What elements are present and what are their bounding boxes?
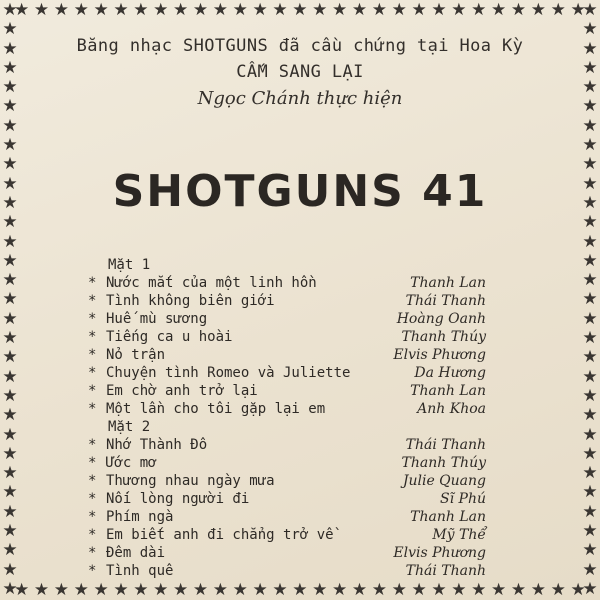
star-icon: ★ [2,559,18,580]
star-icon: ★ [582,250,598,271]
star-border-bottom [0,580,600,600]
track-artist: Sĩ Phú [440,491,486,507]
star-icon: ★ [582,463,598,484]
header-block [30,36,570,109]
star-icon: ★ [582,521,598,542]
star-icon: ★ [582,578,598,599]
producer-credit: Ngọc Chánh thực hiện [197,88,403,109]
star-border-left [0,0,20,600]
track-title: Nỏ trận [106,347,166,363]
star-icon: ★ [2,115,18,136]
star-icon: ★ [153,579,169,600]
star-icon: ★ [2,19,18,40]
star-icon: ★ [491,579,507,600]
track-marker: * [88,473,97,489]
star-icon: ★ [371,0,387,20]
track-artist: Thanh Thúy [401,455,486,471]
star-icon: ★ [451,0,467,20]
star-icon: ★ [2,173,18,194]
star-icon: ★ [582,231,598,252]
track-artist: Da Hương [414,365,486,381]
track-artist: Thanh Lan [410,275,486,291]
track-marker: * [88,545,97,561]
star-icon: ★ [2,540,18,561]
track-title: Em biết anh đi chẳng trở về [106,527,334,543]
track-row [88,400,508,418]
star-icon: ★ [173,0,189,20]
star-border-top [0,0,600,20]
star-icon: ★ [582,540,598,561]
track-title: Chuyện tình Romeo và Juliette [106,365,351,381]
star-icon: ★ [133,579,149,600]
star-icon: ★ [73,0,89,20]
track-artist: Thái Thanh [405,437,486,453]
star-icon: ★ [53,579,69,600]
star-icon: ★ [582,405,598,426]
star-icon: ★ [2,328,18,349]
star-icon: ★ [272,579,288,600]
star-icon: ★ [2,270,18,291]
no-copying-notice: CẤM SANG LẠI [236,62,364,82]
star-icon: ★ [73,579,89,600]
star-icon: ★ [491,0,507,20]
star-icon: ★ [582,96,598,117]
track-marker: * [88,365,97,381]
star-icon: ★ [33,579,50,600]
star-icon: ★ [332,0,348,20]
star-icon: ★ [582,212,598,233]
star-icon: ★ [582,289,598,310]
star-icon: ★ [2,231,18,252]
star-icon: ★ [550,0,566,20]
star-icon: ★ [582,192,598,213]
star-icon: ★ [582,115,598,136]
star-icon: ★ [550,579,566,600]
star-icon: ★ [431,0,447,20]
track-artist: Thái Thanh [405,563,486,579]
track-marker: * [88,455,97,471]
star-icon: ★ [192,0,209,20]
star-icon: ★ [351,579,368,600]
star-icon: ★ [2,77,18,98]
star-icon: ★ [232,579,248,600]
star-icon: ★ [292,0,308,20]
star-icon: ★ [510,0,527,20]
star-icon: ★ [582,0,598,20]
star-icon: ★ [451,579,467,600]
track-row [88,436,508,454]
track-marker: * [88,311,97,327]
tracklist [88,256,508,580]
track-row [88,454,508,472]
star-icon: ★ [212,579,228,600]
star-icon: ★ [570,579,586,600]
star-icon: ★ [582,135,598,156]
track-marker: * [88,563,97,579]
track-marker: * [88,275,97,291]
star-icon: ★ [2,154,18,175]
star-icon: ★ [93,0,109,20]
side-label: Mặt 2 [108,419,151,435]
star-icon: ★ [582,366,598,387]
track-row [88,526,508,544]
star-icon: ★ [332,579,348,600]
star-icon: ★ [2,482,18,503]
track-title: Phím ngà [106,509,174,525]
side-label: Mặt 1 [108,257,151,273]
star-icon: ★ [2,0,18,20]
star-icon: ★ [2,308,18,329]
track-artist: Thanh Lan [410,509,486,525]
star-icon: ★ [212,0,228,20]
star-icon: ★ [582,559,598,580]
star-icon: ★ [582,270,598,291]
star-icon: ★ [53,0,69,20]
star-icon: ★ [391,579,407,600]
star-icon: ★ [582,38,598,59]
track-marker: * [88,437,97,453]
track-title: Tiếng ca u hoài [106,329,233,345]
track-title: Em chờ anh trở lại [106,383,258,399]
star-icon: ★ [312,579,328,600]
track-title: Huế mù sương [106,311,208,327]
star-icon: ★ [351,0,368,20]
star-icon: ★ [252,0,268,20]
track-title: Nối lòng người đi [106,491,250,507]
star-icon: ★ [232,0,248,20]
star-icon: ★ [2,135,18,156]
star-icon: ★ [2,347,18,368]
track-artist: Anh Khoa [417,401,486,417]
track-marker: * [88,347,97,363]
track-title: Tình không biên giới [106,293,275,309]
track-artist: Hoàng Oanh [396,311,486,327]
star-icon: ★ [582,308,598,329]
track-title: Đêm dài [106,545,166,561]
star-icon: ★ [510,579,527,600]
track-row [88,310,508,328]
star-icon: ★ [411,579,427,600]
track-artist: Thái Thanh [405,293,486,309]
star-icon: ★ [2,501,18,522]
star-icon: ★ [471,579,487,600]
star-icon: ★ [582,19,598,40]
track-title: Một lần cho tôi gặp lại em [106,401,326,417]
star-icon: ★ [431,579,447,600]
star-icon: ★ [2,57,18,78]
star-icon: ★ [312,0,328,20]
star-icon: ★ [14,0,30,20]
track-artist: Thanh Thúy [401,329,486,345]
track-row [88,292,508,310]
star-icon: ★ [582,154,598,175]
star-icon: ★ [192,579,209,600]
track-title: Ước mơ [106,455,157,471]
star-icon: ★ [582,328,598,349]
star-icon: ★ [582,443,598,464]
star-icon: ★ [2,192,18,213]
track-row [88,490,508,508]
star-icon: ★ [113,579,129,600]
star-icon: ★ [33,0,50,20]
star-icon: ★ [93,579,109,600]
star-icon: ★ [113,0,129,20]
track-row [88,328,508,346]
star-icon: ★ [2,521,18,542]
star-icon: ★ [272,0,288,20]
star-icon: ★ [570,0,586,20]
track-row [88,364,508,382]
star-icon: ★ [2,463,18,484]
track-marker: * [88,491,97,507]
track-title: Nước mắt của một linh hồn [106,275,317,291]
star-icon: ★ [2,212,18,233]
track-marker: * [88,527,97,543]
star-icon: ★ [2,385,18,406]
copyright-notice: Băng nhạc SHOTGUNS đã cầu chứng tại Hoa Kỳ [76,36,524,56]
track-row [88,274,508,292]
star-icon: ★ [582,424,598,445]
track-marker: * [88,293,97,309]
star-icon: ★ [133,0,149,20]
star-icon: ★ [582,173,598,194]
track-artist: Julie Quang [402,473,486,489]
track-title: Thương nhau ngày mưa [106,473,275,489]
star-icon: ★ [2,424,18,445]
track-artist: Thanh Lan [410,383,486,399]
track-row [88,508,508,526]
track-row [88,382,508,400]
star-icon: ★ [371,579,387,600]
star-icon: ★ [2,250,18,271]
star-icon: ★ [252,579,268,600]
star-icon: ★ [2,578,18,599]
star-icon: ★ [582,385,598,406]
star-icon: ★ [2,38,18,59]
star-icon: ★ [471,0,487,20]
star-icon: ★ [582,57,598,78]
star-icon: ★ [173,579,189,600]
track-row [88,544,508,562]
track-artist: Elvis Phương [393,347,486,363]
star-icon: ★ [582,501,598,522]
star-icon: ★ [391,0,407,20]
track-artist: Elvis Phương [393,545,486,561]
star-icon: ★ [292,579,308,600]
track-artist: Mỹ Thể [432,527,486,543]
star-icon: ★ [2,443,18,464]
star-icon: ★ [2,405,18,426]
star-icon: ★ [14,579,30,600]
star-icon: ★ [2,289,18,310]
star-icon: ★ [582,347,598,368]
star-icon: ★ [530,0,546,20]
star-icon: ★ [582,482,598,503]
track-title: Nhớ Thành Đô [106,437,208,453]
star-icon: ★ [530,579,546,600]
star-border-right [580,0,600,600]
track-marker: * [88,329,97,345]
star-icon: ★ [411,0,427,20]
star-icon: ★ [2,366,18,387]
track-marker: * [88,509,97,525]
track-row [88,472,508,490]
star-icon: ★ [2,96,18,117]
track-marker: * [88,401,97,417]
album-title: SHOTGUNS 41 [112,166,488,217]
star-icon: ★ [153,0,169,20]
track-marker: * [88,383,97,399]
track-row [88,346,508,364]
track-row [88,562,508,580]
track-title: Tình quê [106,563,174,579]
star-icon: ★ [582,77,598,98]
